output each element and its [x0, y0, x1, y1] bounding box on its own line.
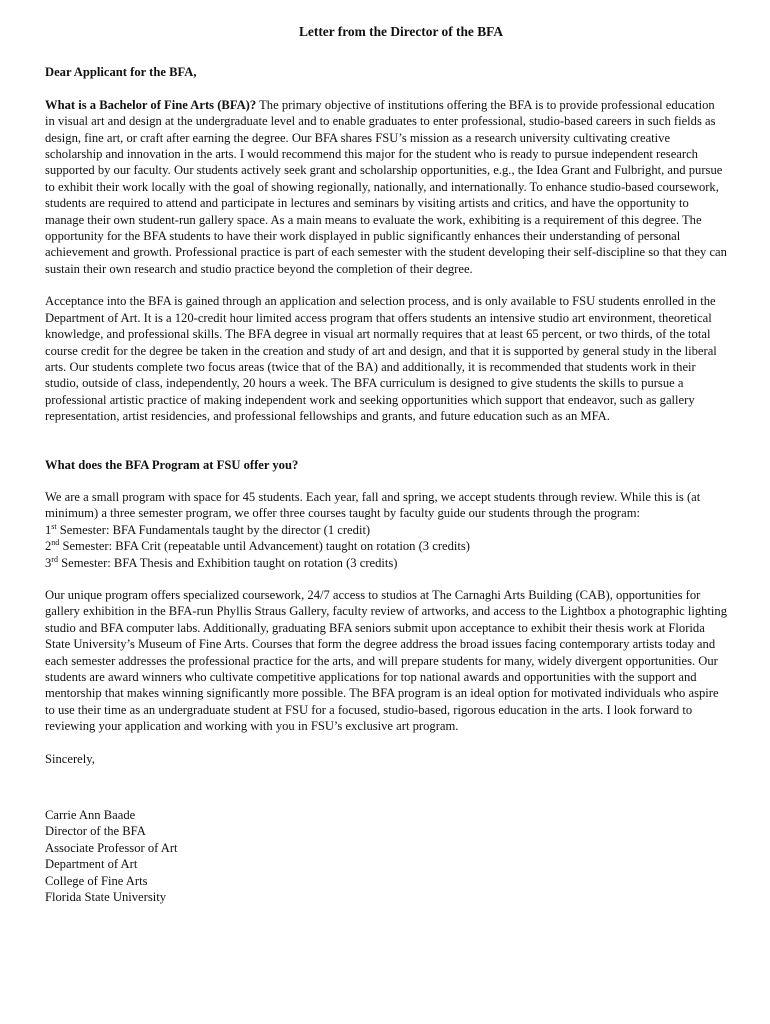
semester-line-2: 2nd Semester: BFA Crit (repeatable until Advancement) taught on rotation (3 credits)	[45, 538, 471, 554]
paragraph-program-offerings: Our unique program offers specialized coursework, 24/7 access to studios at The Carnaghi Arts Building (CAB), opportunities for gallery exhibition in the BFA-run Phyllis Straus Gallery, faculty review of artworks, and access to the Lightbox a photographic lighting studio and BFA computer labs. Additionally, graduating BFA seniors submit upon acceptance to exhibit their thesis work at Florida State University’s Museum of Fine Arts. Courses that form the degree address the broad issues facing contemporary artists today and each semester addresses the professional practice for the arts, and will prepare students for many, widely divergent opportunities. Our students are award winners who cultivate competitive applications for top national awards and opportunities with the support and mentorship that makes winning significantly more possible. The BFA program is an ideal option for motivated individuals who aspire to use their time as an undergraduate student at FSU for a focused, studio-based, rigorous education in the arts. I look forward to reviewing your application and working with you in FSU’s exclusive art program.	[45, 587, 728, 734]
paragraph-what-is-bfa	[45, 97, 727, 277]
closing: Sincerely,	[45, 751, 95, 766]
section-lead-question: What is a Bachelor of Fine Arts (BFA)?	[45, 97, 257, 112]
signer-title-line: Florida State University	[45, 890, 167, 905]
semester-line-1: 1st Semester: BFA Fundamentals taught by the director (1 credit)	[45, 521, 371, 537]
salutation: Dear Applicant for the BFA,	[45, 65, 197, 80]
signer-title-line: Department of Art	[45, 857, 138, 872]
signer-title-line: Associate Professor of Art	[45, 840, 178, 855]
signer-title-line: College of Fine Arts	[45, 873, 148, 888]
paragraph-text: The primary objective of institutions offering the BFA is to provide professional education in visual art and design at the undergraduate level and to enable graduates to enter professional, studio-based careers in such fields as design, fine art, or craft after earning the degree. Our BFA shares FSU’s mission as a research university cultivating creative scholarship and innovation in the arts. I would recommend this major for the student who is ready to pursue independent research supported by our faculty. Our students actively seek grant and scholarship opportunities, e.g., the Idea Grant and Fulbright, and pursue to exhibit their work locally with the goal of showing regionally, nationally, and internationally. To enhance studio-based coursework, students are required to attend and participate in lectures and seminars by visiting artists and critics, and have the opportunity to manage their own student-run gallery space. As a main means to evaluate the work, exhibiting is a requirement of this degree. The opportunity for the BFA students to have their work displayed in public significantly enhances their understanding of personal achievement and growth. Professional practice is part of each semester with the student developing their self-discipline so that they can sustain their own research and studio practice beyond the completion of their degree.	[45, 97, 727, 276]
semester-line-3: 3rd Semester: BFA Thesis and Exhibition taught on rotation (3 credits)	[45, 554, 398, 570]
signature-block	[45, 807, 727, 905]
program-intro: We are a small program with space for 45 students. Each year, fall and spring, we accept students through review. While this is (at minimum) a three semester program, we offer three courses taught by faculty guide our students through the program:	[45, 489, 701, 521]
letter-title: Letter from the Director of the BFA	[298, 24, 503, 39]
letter-page	[45, 24, 727, 905]
paragraph-acceptance: Acceptance into the BFA is gained through an application and selection process, and is only available to FSU students enrolled in the Department of Art. It is a 120-credit hour limited access program that offers students an intensive studio art environment, theoretical knowledge, and professional skills. The BFA degree in visual art normally requires that at least 65 percent, or two thirds, of the total course credit for the degree be taken in the creation and study of art and design, and that it is supported by general study in the liberal arts. Our students complete two focus areas (twice that of the BA) and additionally, it is recommended that students work in their studio, outside of class, independently, 20 hours a week. The BFA curriculum is designed to give students the skills to pursue a professional artistic practice of making independent work and seeking opportunities which support that endeavor, such as gallery representation, artist residencies, and professional fellowships and grants, and future education such as an MFA.	[45, 294, 717, 424]
section-heading-offer: What does the BFA Program at FSU offer you?	[45, 457, 299, 472]
signer-name: Carrie Ann Baade	[45, 808, 136, 823]
signer-title-line: Director of the BFA	[45, 824, 146, 839]
